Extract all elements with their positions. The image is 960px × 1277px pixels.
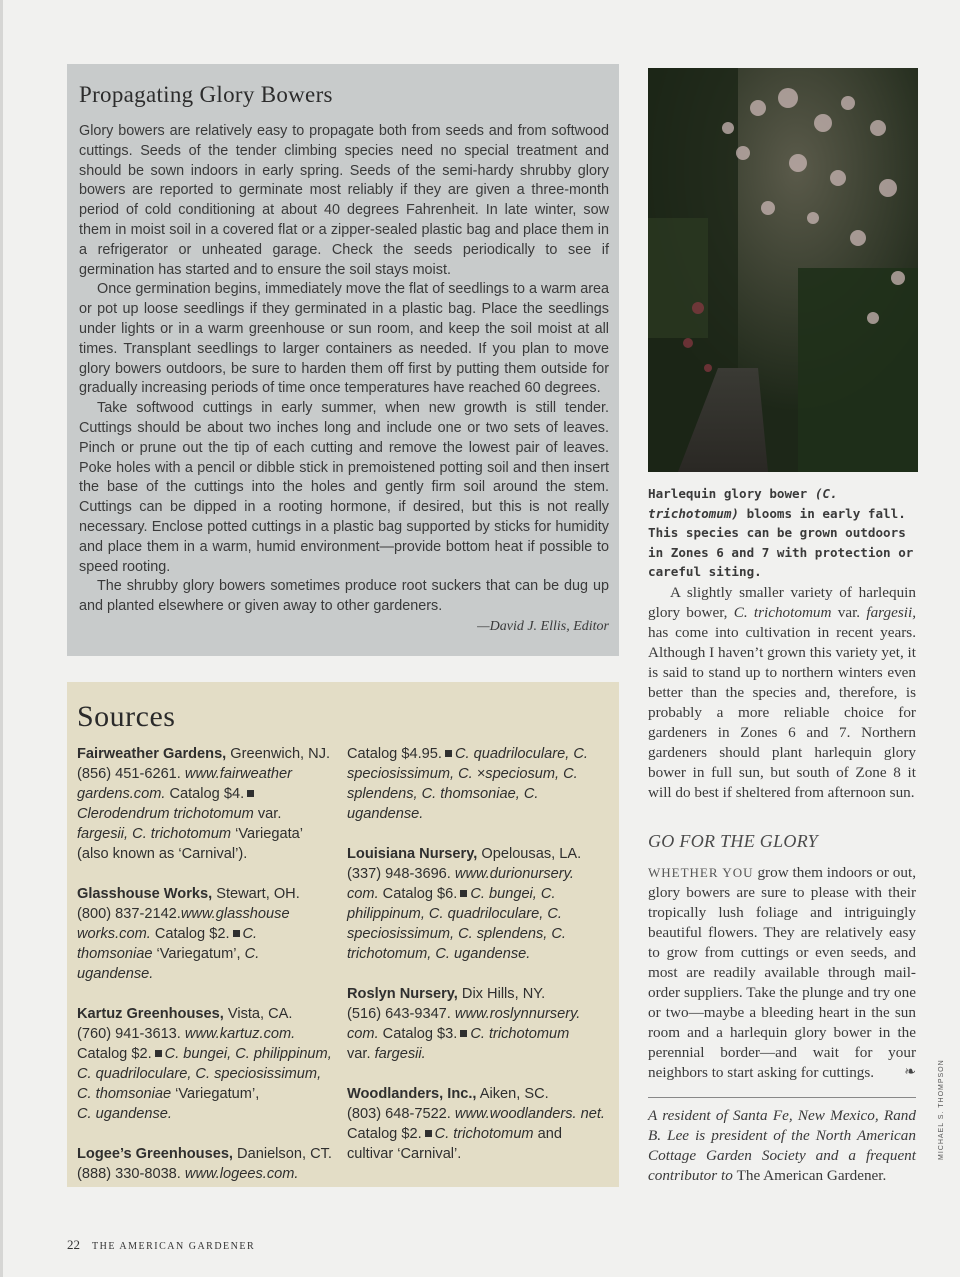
section-heading: GO FOR THE GLORY (648, 831, 818, 851)
bullet-icon (460, 1030, 467, 1037)
article-text: var. (831, 604, 867, 621)
bullet-icon (247, 790, 254, 797)
source-catalog: Catalog $3. (378, 1026, 458, 1042)
source-phone: (856) 451-6261. (77, 766, 181, 782)
source-location: Dix Hills, NY. (457, 986, 546, 1002)
caption-species: (C. trichotomum) (648, 486, 838, 521)
source-name: Glasshouse Works, (77, 886, 213, 902)
source-entry (347, 1084, 609, 1164)
article-column (648, 583, 916, 1186)
source-plants-extra: ‘Variegatum’, (152, 946, 245, 962)
propagating-title: Propagating Glory Bowers (79, 82, 333, 107)
source-url[interactable]: www.woodlanders. net. (454, 1106, 605, 1122)
source-plants: C. bungei, C. philippinum, C. quadriloculare, C. speciosissimum, C. splendens, C. trichotomum, C. ugandense. (347, 886, 566, 962)
sources-sidebar (67, 682, 619, 1187)
bio-text: A resident of Santa Fe, New Mexico, Rand B. Lee is president of the North American Cottage Garden Society and a frequent contributor to (648, 1107, 916, 1184)
harlequin-glory-bower-photo (648, 68, 918, 472)
source-plants: C. trichotomum (434, 1126, 534, 1142)
source-entry (77, 884, 332, 984)
source-entry-continued (347, 744, 609, 824)
source-catalog: Catalog $2. (347, 1126, 422, 1142)
source-plants-extra: ‘Variegatum’, (171, 1086, 260, 1102)
source-location: Danielson, CT. (233, 1146, 332, 1162)
source-plants-extra: var. (347, 1046, 375, 1062)
bullet-icon (425, 1130, 432, 1137)
source-name: Logee’s Greenhouses, (77, 1146, 233, 1162)
source-plants: C. trichotomum (470, 1026, 570, 1042)
sources-right-column (347, 744, 609, 1184)
source-location: Stewart, OH. (212, 886, 300, 902)
end-of-article-icon: ❧ (904, 1065, 916, 1080)
bullet-icon (460, 890, 467, 897)
source-url[interactable]: www.durionursery. com. (347, 866, 574, 902)
source-name: Roslyn Nursery, (347, 986, 458, 1002)
caption-lead: Harlequin glory bower (648, 486, 815, 501)
source-name: Woodlanders, Inc., (347, 1086, 477, 1102)
source-entry (77, 1004, 332, 1124)
bio-divider (648, 1097, 916, 1098)
source-url[interactable]: www.glasshouse works.com. (77, 906, 290, 942)
source-plants-extra-italic: C. ugandense. (77, 1106, 172, 1122)
sources-left-column (77, 744, 332, 1204)
editor-signature: —David J. Ellis, Editor (477, 618, 609, 634)
source-plants-tail: ‘Variegata’ (also known as ‘Carnival’). (77, 826, 303, 862)
photo-illustration (648, 68, 918, 472)
source-catalog: Catalog $2. (150, 926, 230, 942)
sources-title: Sources (77, 700, 176, 733)
source-name: Kartuz Greenhouses, (77, 1006, 224, 1022)
article-italic: fargesii, (866, 604, 916, 621)
source-plants: C. thomsoniae (77, 926, 258, 962)
source-entry (77, 744, 332, 864)
author-bio (648, 1106, 916, 1186)
source-phone: (888) 330-8038. (77, 1166, 181, 1182)
page-number: 22 (67, 1237, 80, 1252)
article-italic: C. trichotomum (733, 604, 832, 621)
source-catalog: Catalog $4. (165, 786, 245, 802)
propagating-sidebar (67, 64, 619, 656)
propagating-paragraph: Take softwood cuttings in early summer, when new growth is still tender. Cuttings should be about two inches long and include one or two sets of leaves. Pinch or prune out the tip of each cutting and remove the lowest pair of leaves. Poke holes with a pencil or dibble stick in premoistened potting soil and then insert the base of the cuttings into the holes and gently firm soil around the stem. Cuttings can be dipped in a rooting hormone, if desired, but this is not really necessary. Enclose potted cuttings in a plastic bag supported by sticks for humidity and place them in a warm, humid environment—provide bottom heat if possible to speed rooting. (79, 400, 609, 575)
source-catalog: Catalog $6. (378, 886, 458, 902)
source-plants-extra-italic: C. ugandense. (77, 946, 260, 982)
source-catalog: Catalog $4.95. (347, 746, 442, 762)
source-phone: (337) 948-3696. (347, 866, 451, 882)
source-location: Greenwich, NJ. (226, 746, 331, 762)
source-plants: C. bungei, C. philippinum, C. quadriloculare, C. speciosissimum, C. thomsoniae (77, 1046, 332, 1102)
bullet-icon (233, 930, 240, 937)
source-plants-extra-italic: fargesii. (374, 1046, 426, 1062)
propagating-paragraph: The shrubby glory bowers sometimes produce root suckers that can be dug up and planted elsewhere or given away to other gardeners. (79, 578, 609, 615)
source-phone: (803) 648-7522. (347, 1106, 451, 1122)
source-url[interactable]: www.roslynnursery. com. (347, 1006, 581, 1042)
source-entry (347, 984, 609, 1064)
caption-rest: blooms in early fall. This species can be grown outdoors in Zones 6 and 7 with protection or careful siting. (648, 505, 914, 580)
source-entry (77, 1144, 332, 1184)
source-catalog: Catalog $2. (77, 1046, 152, 1062)
source-plants: C. quadriloculare, C. speciosissimum, C. ×speciosum, C. splendens, C. thomsoniae, C. ugandense. (347, 746, 588, 822)
source-phone: (516) 643-9347. (347, 1006, 451, 1022)
bullet-icon (155, 1050, 162, 1057)
article-text: A slightly smaller variety of harlequin glory bower, (648, 584, 916, 621)
source-location: Opelousas, LA. (477, 846, 582, 862)
article-paragraph (648, 583, 916, 803)
article-text: grow them indoors or out, glory bowers are sure to please with their tropically lush foliage and intriguingly beautiful flowers. They are relatively easy to grow from cuttings or even seeds, and most are readily available through mail-order suppliers. Take the plunge and try one or two—maybe a bleeding heart in the sun room and a harlequin glory bower in the perennial border—and wait for your neighbors to start asking for cuttings. (648, 864, 916, 1081)
source-url[interactable]: www.logees.com. (184, 1166, 299, 1182)
source-name: Louisiana Nursery, (347, 846, 478, 862)
source-plants-extra-italic: fargesii, C. trichotomum (77, 826, 232, 842)
source-plants-extra: var. (253, 806, 282, 822)
source-plants: Clerodendrum trichotomum (77, 806, 254, 822)
propagating-paragraph: Glory bowers are relatively easy to propagate both from seeds and from softwood cuttings. Seeds of the tender climbing species need no special treatment and should be sown indoors in early spring. Seeds of the semi-hardy shrubby glory bowers are reported to germinate most reliably if they are given a three-month period of cold conditioning at about 40 degrees Fahrenheit. In late winter, sow them in moist soil in a covered flat or a zipper-sealed plastic bag and place them in a refrigerator or unheated garage. Check the seeds periodically to see if germination has started and to ensure the soil stays moist. (79, 123, 609, 278)
propagating-paragraph: Once germination begins, immediately move the flat of seedlings to a warm area or pot up loose seedlings if they germinated in a plastic bag. Place the seedlings under lights or in a warm greenhouse or sun room, and keep the soil moist at all times. Transplant seedlings to larger containers as needed. If you plan to move glory bowers outdoors, be sure to harden them off first by putting them outside for gradually increasing periods of time once temperatures have reached 60 degrees. (79, 281, 609, 397)
page-footer (67, 1237, 255, 1253)
source-phone: (760) 941-3613. (77, 1026, 181, 1042)
bullet-icon (445, 750, 452, 757)
source-url[interactable]: www.kartuz.com. (184, 1026, 296, 1042)
photo-caption (648, 484, 923, 582)
photo-credit: MICHAEL S. THOMPSON (938, 1059, 945, 1160)
source-location: Aiken, SC. (476, 1086, 549, 1102)
article-paragraph (648, 863, 916, 1083)
source-name: Fairweather Gardens, (77, 746, 227, 762)
bio-publication: The American Gardener. (736, 1167, 887, 1184)
publication-name: THE AMERICAN GARDENER (92, 1241, 256, 1252)
source-plants-extra: and cultivar ‘Carnival’. (347, 1126, 562, 1162)
source-phone: (800) 837-2142. (77, 906, 181, 922)
article-lead-in: WHETHER YOU (648, 865, 754, 880)
source-entry (347, 844, 609, 964)
propagating-body (79, 122, 609, 617)
article-text: has come into cultivation in recent years. Although I haven’t grown this variety yet, it is said to stand up to northern winters even better than the species and, therefore, is probably a more reliable choice for gardeners in Zones 6 and 7. Northern gardeners should plant harlequin glory bower in full sun, but south of Zone 8 it will do best if sheltered from afternoon sun. (648, 624, 916, 801)
source-location: Vista, CA. (223, 1006, 293, 1022)
source-url[interactable]: www.fairweather gardens.com. (77, 766, 292, 802)
